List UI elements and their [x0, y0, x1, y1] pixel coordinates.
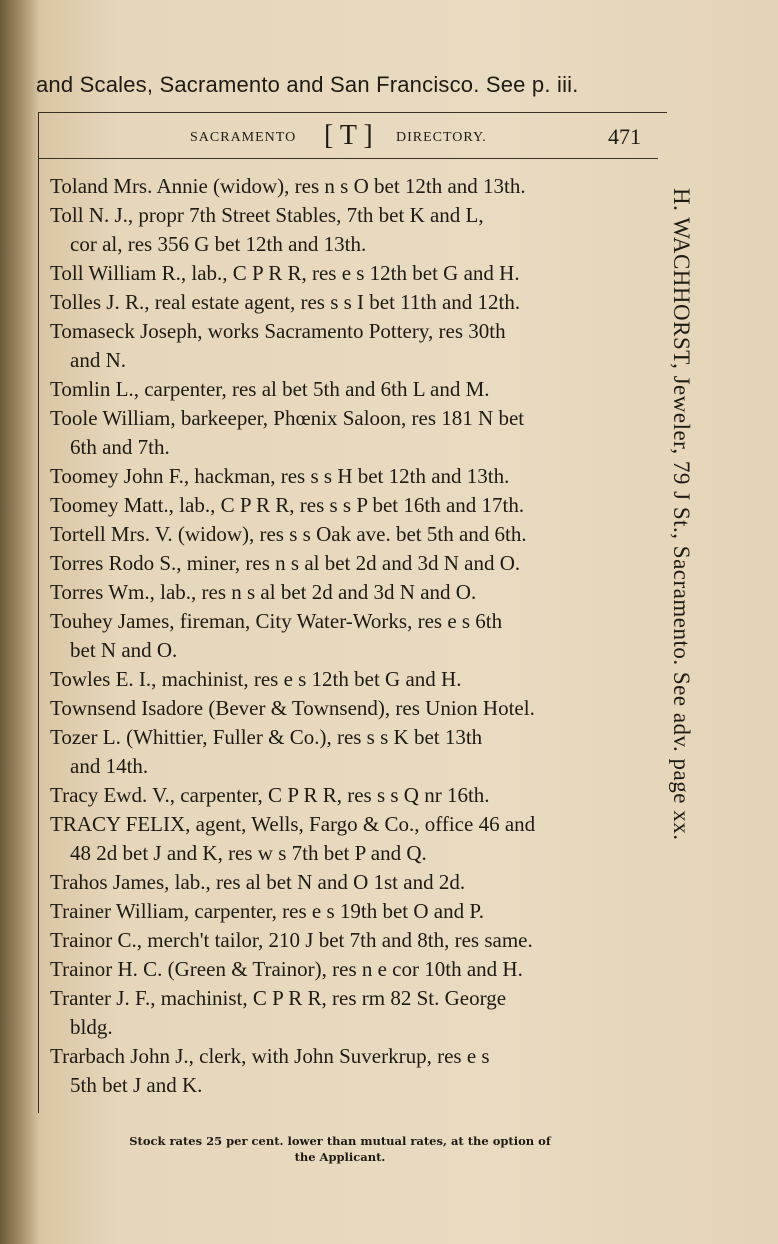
- entry-line: Trarbach John J., clerk, with John Suverkrup, res e s: [50, 1044, 490, 1068]
- entry-continuation-line: 6th and 7th.: [70, 435, 170, 459]
- entry-line: Toomey John F., hackman, res s s H bet 12th and 13th.: [50, 464, 510, 488]
- entry-line: Trahos James, lab., res al bet N and O 1st and 2d.: [50, 870, 466, 894]
- entry-line: Tortell Mrs. V. (widow), res s s Oak ave. bet 5th and 6th.: [50, 522, 527, 546]
- entry-continuation-line: 48 2d bet J and K, res w s 7th bet P and Q.: [70, 841, 427, 865]
- entry-line: Torres Wm., lab., res n s al bet 2d and 3d N and O.: [50, 580, 477, 604]
- entry-continuation-line: bldg.: [70, 1015, 113, 1039]
- entry-line: Toll N. J., propr 7th Street Stables, 7th bet K and L,: [50, 203, 484, 227]
- entry-line: Tozer L. (Whittier, Fuller & Co.), res s s K bet 13th: [50, 725, 483, 749]
- entry-line: Townsend Isadore (Bever & Townsend), res Union Hotel.: [50, 696, 535, 720]
- directory-entries: [50, 172, 645, 1100]
- page-header: [38, 118, 658, 159]
- entry-line: Trainer William, carpenter, res e s 19th bet O and P.: [50, 899, 484, 923]
- page-number: 471: [608, 124, 641, 149]
- entry-line: Trainor H. C. (Green & Trainor), res n e cor 10th and H.: [50, 957, 523, 981]
- entry-continuation-line: and 14th.: [70, 754, 149, 778]
- entry-line: Toole William, barkeeper, Phœnix Saloon, res 181 N bet: [50, 406, 525, 430]
- footer-note: [60, 1133, 620, 1165]
- entry-line: Tracy Ewd. V., carpenter, C P R R, res s s Q nr 16th.: [50, 783, 490, 807]
- entry-continuation-line: cor al, res 356 G bet 12th and 13th.: [70, 232, 367, 256]
- side-advertisement-text: H. WACHHORST, Jeweler, 79 J St., Sacramento. See adv. page xx.: [669, 188, 694, 841]
- footer-line-1: Stock rates 25 per cent. lower than mutual rates, at the option of: [129, 1134, 551, 1148]
- top-advertisement: and Scales, Sacramento and San Francisco. See p. iii.: [36, 72, 579, 97]
- entry-line: Toomey Matt., lab., C P R R, res s s P bet 16th and 17th.: [50, 493, 525, 517]
- entry-line: Torres Rodo S., miner, res n s al bet 2d and 3d N and O.: [50, 551, 521, 575]
- header-city: SACRAMENTO: [190, 130, 297, 145]
- entry-line: Toland Mrs. Annie (widow), res n s O bet 12th and 13th.: [50, 174, 526, 198]
- entry-line: Tolles J. R., real estate agent, res s s I bet 11th and 12th.: [50, 290, 521, 314]
- entry-line: Towles E. I., machinist, res e s 12th bet G and H.: [50, 667, 462, 691]
- entry-continuation-line: and N.: [70, 348, 126, 372]
- entry-continuation-line: bet N and O.: [70, 638, 178, 662]
- entry-line: Tomaseck Joseph, works Sacramento Pottery, res 30th: [50, 319, 506, 343]
- side-advertisement: [668, 188, 708, 1048]
- entry-line: Tranter J. F., machinist, C P R R, res rm 82 St. George: [50, 986, 507, 1010]
- entry-continuation-line: 5th bet J and K.: [70, 1073, 203, 1097]
- entry-line: Trainor C., merch't tailor, 210 J bet 7th and 8th, res same.: [50, 928, 533, 952]
- footer-line-2: the Applicant.: [294, 1150, 386, 1164]
- header-title: DIRECTORY.: [396, 130, 487, 145]
- entry-line: TRACY FELIX, agent, Wells, Fargo & Co., office 46 and: [50, 812, 536, 836]
- entry-line: Tomlin L., carpenter, res al bet 5th and 6th L and M.: [50, 377, 490, 401]
- header-letter: [ T ]: [324, 120, 373, 151]
- entry-line: Touhey James, fireman, City Water-Works, res e s 6th: [50, 609, 503, 633]
- entry-line: Toll William R., lab., C P R R, res e s 12th bet G and H.: [50, 261, 520, 285]
